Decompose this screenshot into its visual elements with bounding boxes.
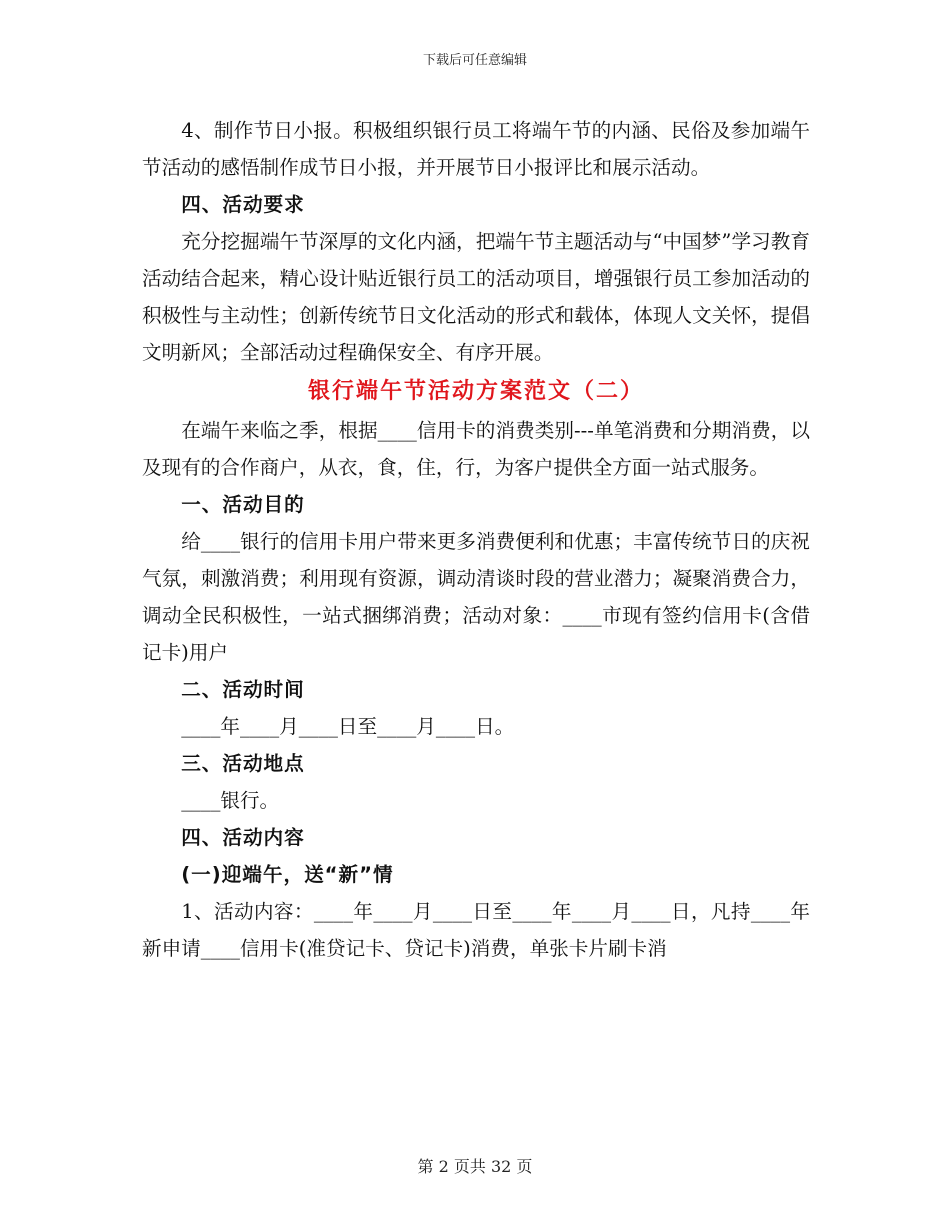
page-header: 下载后可任意编辑	[422, 53, 527, 68]
paragraph-intro: 在端午来临之季，根据____信用卡的消费类别---单笔消费和分期消费，以及现有的合作商户，从衣，食，住，行，为客户提供全方面一站式服务。	[142, 419, 810, 479]
paragraph-location: ____银行。	[181, 789, 280, 812]
paragraph-activity-content: 1、活动内容：____年____月____日至____年____月____日，凡持____年新申请____信用卡(准贷记卡、贷记卡)消费，单张卡片刷卡消	[142, 900, 810, 960]
section-heading-purpose: 一、活动目的	[181, 493, 305, 516]
paragraph-newsletter: 4、制作节日小报。积极组织银行员工将端午节的内涵、民俗及参加端午节活动的感悟制作成节日小报，并开展节日小报评比和展示活动。	[142, 119, 810, 179]
document-body	[142, 112, 810, 967]
section-heading-content: 四、活动内容	[181, 826, 305, 849]
section-heading-time: 二、活动时间	[181, 678, 305, 701]
subsection-heading-greeting: (一)迎端午，送“新”情	[181, 863, 394, 886]
section-heading-requirements: 四、活动要求	[181, 193, 305, 216]
paragraph-requirements: 充分挖掘端午节深厚的文化内涵，把端午节主题活动与“中国梦”学习教育活动结合起来，精心设计贴近银行员工的活动项目，增强银行员工参加活动的积极性与主动性；创新传统节日文化活动的形式和载体，体现人文关怀，提倡文明新风；全部活动过程确保安全、有序开展。	[142, 230, 810, 364]
paragraph-time: ____年____月____日至____月____日。	[181, 715, 515, 738]
page-footer: 第 2 页共 32 页	[417, 1157, 533, 1176]
paragraph-purpose: 给____银行的信用卡用户带来更多消费便利和优惠；丰富传统节日的庆祝气氛，刺激消费；利用现有资源，调动清谈时段的营业潜力；凝聚消费合力，调动全民积极性，一站式捆绑消费；活动对象：____市现有签约信用卡(含借记卡)用户	[142, 530, 810, 664]
document-title: 银行端午节活动方案范文（二）	[307, 379, 644, 404]
section-heading-location: 三、活动地点	[181, 752, 305, 775]
